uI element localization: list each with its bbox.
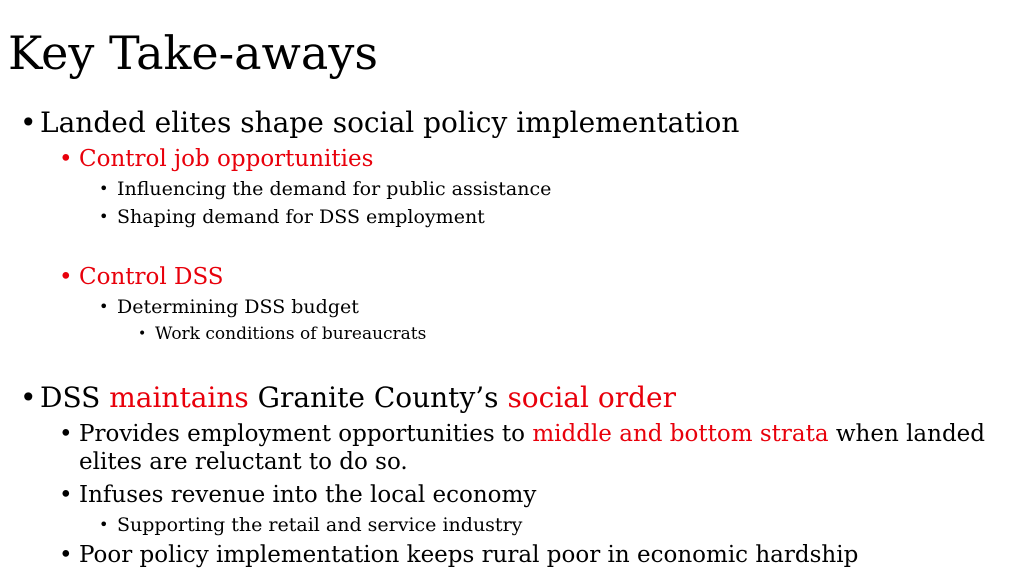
bullet-text: Control job opportunities: [79, 146, 374, 172]
bullet-text: Work conditions of bureaucrats: [155, 324, 427, 344]
bullet-dot: •: [59, 146, 73, 172]
bullet-dot: •: [59, 482, 73, 508]
bullet-text: Control DSS: [79, 264, 224, 290]
bullet-text-part: DSS: [40, 381, 110, 414]
bullet-text-part: Granite County’s: [248, 381, 508, 414]
bullet-influencing-demand: [99, 177, 552, 201]
bullet-dot: •: [59, 421, 73, 447]
bullet-provides-employment: [59, 420, 986, 448]
bullet-work-conditions: [138, 323, 427, 345]
bullet-text: Determining DSS budget: [117, 296, 359, 318]
bullet-dot: •: [20, 106, 37, 139]
bullet-supporting-retail: [99, 513, 523, 537]
bullet-text-part: when landed: [828, 421, 986, 447]
bullet-dot: •: [99, 207, 109, 226]
bullet-shaping-demand: [99, 205, 485, 229]
bullet-text: Infuses revenue into the local economy: [79, 482, 537, 508]
bullet-text: Poor policy implementation keeps rural poor in economic hardship: [79, 542, 859, 568]
bullet-dot: •: [99, 297, 109, 316]
bullet-determining-budget: [99, 295, 359, 319]
highlight-maintains: maintains: [109, 381, 249, 414]
bullet-dot: •: [99, 179, 109, 198]
bullet-provides-employment-line2: [79, 448, 408, 476]
bullet-dot: •: [138, 326, 147, 342]
bullet-control-dss: [59, 263, 224, 291]
bullet-dot: •: [20, 381, 37, 414]
bullet-dot: •: [99, 515, 109, 534]
bullet-dot: •: [59, 264, 73, 290]
bullet-dot: •: [59, 542, 73, 568]
slide-title: Key Take-aways: [8, 26, 378, 80]
bullet-text: Landed elites shape social policy implementation: [40, 106, 740, 139]
bullet-text-part: Provides employment opportunities to: [79, 421, 533, 447]
bullet-poor-policy: [59, 541, 859, 569]
bullet-text: Supporting the retail and service industry: [117, 514, 523, 536]
bullet-text: elites are reluctant to do so.: [79, 449, 408, 475]
bullet-control-job-opportunities: [59, 145, 374, 173]
highlight-middle-bottom-strata: middle and bottom strata: [532, 421, 829, 447]
bullet-text: Influencing the demand for public assistance: [117, 178, 552, 200]
highlight-social-order: social order: [507, 381, 676, 414]
bullet-landed-elites: [20, 106, 740, 139]
bullet-dss-social-order: [20, 381, 676, 414]
bullet-infuses-revenue: [59, 481, 537, 509]
bullet-text: Shaping demand for DSS employment: [117, 206, 485, 228]
